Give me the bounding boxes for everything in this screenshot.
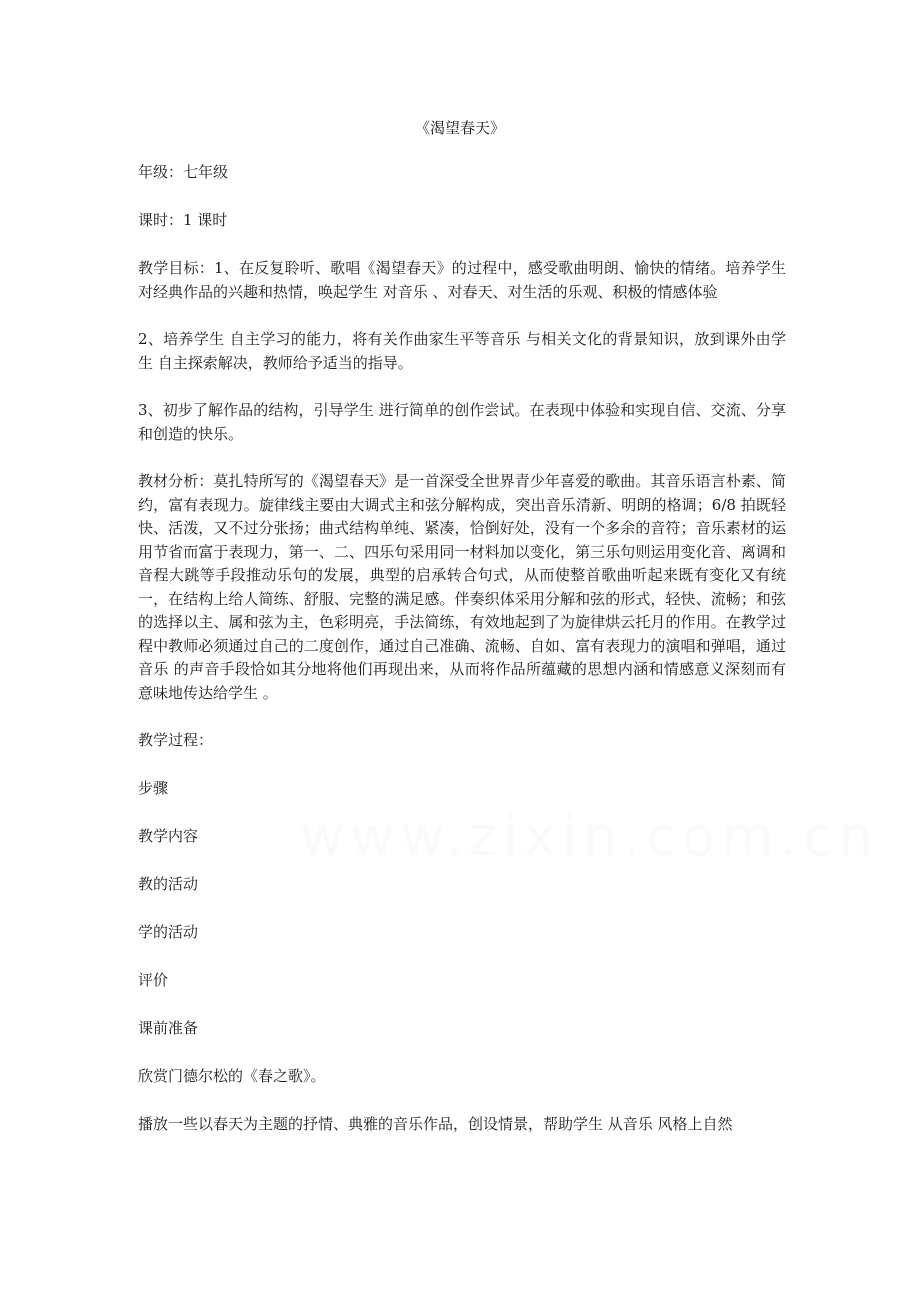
period-line: 课时：1 课时 bbox=[138, 211, 228, 229]
listen-spring-song: 欣赏门德尔松的《春之歌》。 bbox=[138, 1067, 326, 1085]
column-step: 步骤 bbox=[138, 779, 169, 797]
document-title: 《渴望春天》 bbox=[414, 119, 505, 137]
column-student-activity: 学的活动 bbox=[138, 923, 199, 941]
material-analysis: 教材分析：莫扎特所写的《渴望春天》是一首深受全世界青少年喜爱的歌曲。其音乐语言朴素、简约，富有表现力。旋律线主要由大调式主和弦分解构成，突出音乐清新、明朗的格调；6/8 拍既轻快、活泼，又不过分张扬；曲式结构单纯、紧凑，恰倒好处，没有一个多余的音符；音乐素材的运用节省而富于表现力，第一、二、四乐句采用同一材料加以变化，第三乐句则运用变化音、离调和音程大跳等手段推动乐句的发展，典型的启承转合句式，从而使整首歌曲听起来既有变化又有统一，在结构上给人简练、舒服、完整的满足感。伴奏织体采用分解和弦的形式，轻快、流畅；和弦的选择以主、属和弦为主，色彩明亮，手法简练，有效地起到了为旋律烘云托月的作用。在教学过程中教师必须通过自己的二度创作，通过自己准确、流畅、自如、富有表现力的演唱和弹唱，通过音乐 的声音手段恰如其分地将他们再现出来，从而将作品所蕴藏的思想内涵和情感意义深刻而有意味地传达给学生 。 bbox=[138, 472, 786, 702]
objective-2: 2、培养学生 自主学习的能力，将有关作曲家生平等音乐 与相关文化的背景知识，放到课外由学生 自主探索解决，教师给予适当的指导。 bbox=[138, 330, 786, 372]
process-heading: 教学过程： bbox=[138, 731, 214, 749]
grade-line: 年级：七年级 bbox=[138, 163, 229, 181]
pre-class-preparation: 课前准备 bbox=[138, 1019, 199, 1037]
column-content: 教学内容 bbox=[138, 827, 199, 845]
column-teacher-activity: 教的活动 bbox=[138, 875, 199, 893]
objective-1: 教学目标：1、在反复聆听、歌唱《渴望春天》的过程中，感受歌曲明朗、愉快的情绪。培养学生对经典作品的兴趣和热情，唤起学生 对音乐 、对春天、对生活的乐观、积极的情感体验 bbox=[138, 259, 786, 301]
play-spring-music: 播放一些以春天为主题的抒情、典雅的音乐作品，创设情景，帮助学生 从音乐 风格上自然 bbox=[138, 1115, 733, 1133]
document-body bbox=[138, 161, 786, 1161]
watermark: www.zixin.com.cn bbox=[300, 805, 879, 868]
column-evaluation: 评价 bbox=[138, 971, 169, 989]
objective-3: 3、初步了解作品的结构，引导学生 进行简单的创作尝试。在表现中体验和实现自信、交流、分享和创造的快乐。 bbox=[138, 401, 786, 443]
